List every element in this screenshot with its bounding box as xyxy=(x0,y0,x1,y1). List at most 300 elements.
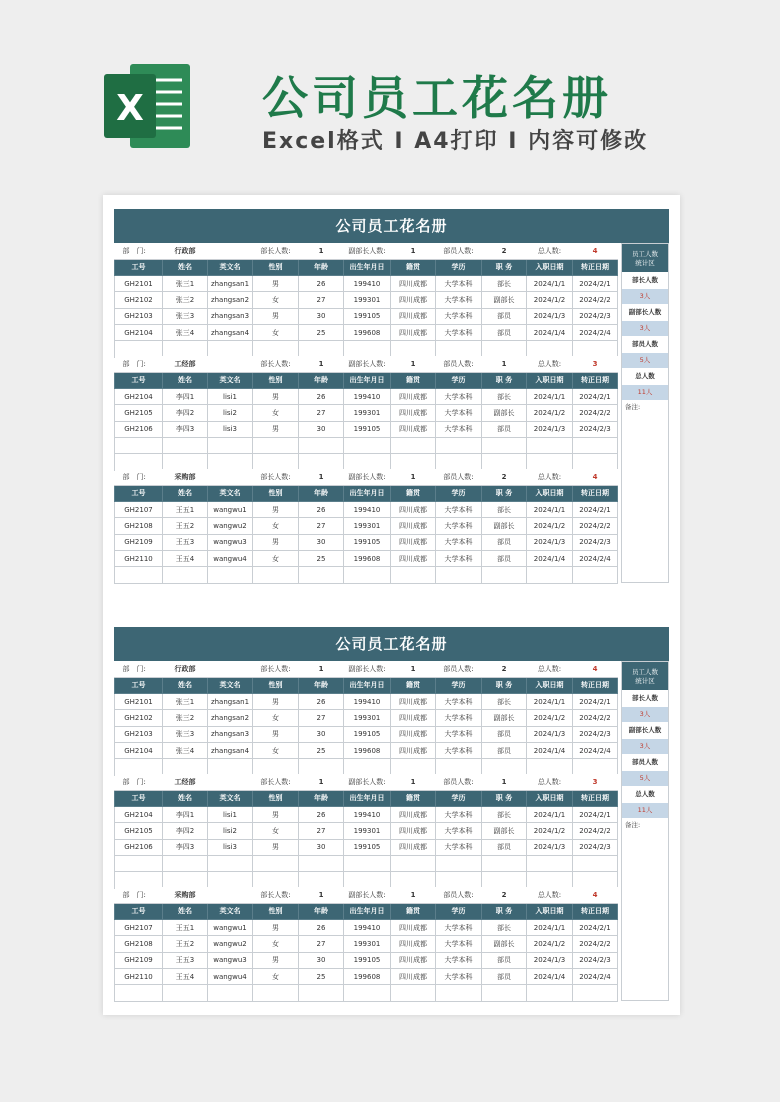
table-cell: lisi3 xyxy=(208,839,253,855)
table-cell: 199105 xyxy=(344,839,391,855)
table-cell: 2024/1/3 xyxy=(527,952,573,968)
table-cell xyxy=(115,872,163,888)
table-cell: 30 xyxy=(299,952,344,968)
table-cell: GH2104 xyxy=(115,389,163,405)
member-count-label: 部员人数: xyxy=(436,661,482,677)
column-header: 工号 xyxy=(115,677,163,693)
table-row xyxy=(115,550,618,566)
table-cell: 2024/2/1 xyxy=(573,389,618,405)
table-cell: 李四3 xyxy=(163,839,208,855)
head-count-value: 1 xyxy=(299,356,344,372)
table-cell xyxy=(115,985,163,1001)
table-cell: 199608 xyxy=(344,968,391,984)
vice-count-label: 副部长人数: xyxy=(344,774,391,790)
table-cell xyxy=(344,759,391,775)
table-cell: 四川成都 xyxy=(391,710,436,726)
table-cell xyxy=(208,437,253,453)
table-cell: 2024/1/4 xyxy=(527,324,573,340)
member-count-label: 部员人数: xyxy=(436,887,482,903)
table-cell: 四川成都 xyxy=(391,952,436,968)
stat-value: 3人 xyxy=(622,321,668,336)
column-header: 姓名 xyxy=(163,903,208,919)
column-header: 年龄 xyxy=(299,790,344,806)
table-cell: GH2102 xyxy=(115,292,163,308)
table-cell: lisi2 xyxy=(208,823,253,839)
table-row xyxy=(115,502,618,518)
table-cell: 副部长 xyxy=(482,710,527,726)
stats-title-line2: 统计区 xyxy=(635,259,655,267)
table-cell: GH2103 xyxy=(115,726,163,742)
table-cell xyxy=(163,454,208,470)
table-cell: 199301 xyxy=(344,405,391,421)
table-cell: 女 xyxy=(253,823,299,839)
table-cell xyxy=(391,437,436,453)
column-header: 出生年月日 xyxy=(344,677,391,693)
department-group xyxy=(114,243,617,358)
column-header: 工号 xyxy=(115,485,163,501)
column-header: 转正日期 xyxy=(573,903,618,919)
table-cell: zhangsan2 xyxy=(208,292,253,308)
table-cell xyxy=(573,437,618,453)
dept-name: 工经部 xyxy=(163,774,208,790)
table-cell: wangwu3 xyxy=(208,534,253,550)
department-group xyxy=(114,887,617,1002)
column-header: 工号 xyxy=(115,790,163,806)
table-cell: 部长 xyxy=(482,807,527,823)
member-count-value: 1 xyxy=(482,774,527,790)
table-cell: 大学本科 xyxy=(436,292,482,308)
table-cell: 2024/2/4 xyxy=(573,324,618,340)
employee-table xyxy=(114,243,618,358)
column-header: 学历 xyxy=(436,677,482,693)
table-cell: 2024/1/1 xyxy=(527,807,573,823)
stat-value: 3人 xyxy=(622,289,668,304)
table-cell xyxy=(527,855,573,871)
table-cell xyxy=(344,454,391,470)
column-header: 姓名 xyxy=(163,677,208,693)
table-cell xyxy=(482,454,527,470)
table-cell: GH2104 xyxy=(115,324,163,340)
table-cell: 30 xyxy=(299,839,344,855)
table-cell: 2024/2/4 xyxy=(573,550,618,566)
member-count-value: 2 xyxy=(482,887,527,903)
table-cell: 30 xyxy=(299,308,344,324)
table-cell xyxy=(299,985,344,1001)
stat-value: 3人 xyxy=(622,739,668,754)
table-cell: 26 xyxy=(299,807,344,823)
table-cell: 部长 xyxy=(482,276,527,292)
table-cell xyxy=(482,759,527,775)
table-cell: 2024/1/3 xyxy=(527,726,573,742)
table-cell: 大学本科 xyxy=(436,421,482,437)
blank-row xyxy=(115,437,618,453)
column-header: 姓名 xyxy=(163,372,208,388)
table-cell xyxy=(391,341,436,357)
table-cell: 大学本科 xyxy=(436,694,482,710)
table-cell xyxy=(391,855,436,871)
department-info-row xyxy=(115,243,618,259)
department-group xyxy=(114,469,617,584)
table-cell: 李四1 xyxy=(163,807,208,823)
table-cell: 男 xyxy=(253,807,299,823)
member-count-label: 部员人数: xyxy=(436,469,482,485)
spacer xyxy=(208,243,253,259)
column-header: 出生年月日 xyxy=(344,372,391,388)
department-info-row xyxy=(115,887,618,903)
table-cell: wangwu1 xyxy=(208,920,253,936)
table-cell: 女 xyxy=(253,292,299,308)
table-cell: 大学本科 xyxy=(436,726,482,742)
table-cell: 大学本科 xyxy=(436,742,482,758)
table-cell: GH2103 xyxy=(115,308,163,324)
table-cell xyxy=(391,454,436,470)
table-cell: 199301 xyxy=(344,936,391,952)
table-cell: 199301 xyxy=(344,292,391,308)
column-header: 年龄 xyxy=(299,372,344,388)
table-cell xyxy=(208,872,253,888)
table-cell: 2024/2/1 xyxy=(573,807,618,823)
total-value: 4 xyxy=(573,661,618,677)
table-cell: 199608 xyxy=(344,550,391,566)
column-header: 工号 xyxy=(115,903,163,919)
column-header: 出生年月日 xyxy=(344,903,391,919)
employee-table xyxy=(114,356,618,471)
table-cell: 2024/2/3 xyxy=(573,308,618,324)
total-label: 总人数: xyxy=(527,774,573,790)
table-cell: 女 xyxy=(253,550,299,566)
table-cell xyxy=(391,567,436,583)
table-cell: 副部长 xyxy=(482,823,527,839)
table-cell xyxy=(253,872,299,888)
head-count-value: 1 xyxy=(299,774,344,790)
column-header: 籍贯 xyxy=(391,485,436,501)
stat-value: 5人 xyxy=(622,353,668,368)
table-cell: GH2105 xyxy=(115,823,163,839)
table-cell xyxy=(436,759,482,775)
table-cell: GH2104 xyxy=(115,807,163,823)
table-cell xyxy=(527,567,573,583)
column-header: 工号 xyxy=(115,259,163,275)
table-cell: 大学本科 xyxy=(436,405,482,421)
table-cell xyxy=(573,872,618,888)
roster-sheet-1 xyxy=(114,209,669,563)
table-cell: 2024/1/3 xyxy=(527,534,573,550)
table-cell: 2024/2/2 xyxy=(573,292,618,308)
table-cell: 2024/2/1 xyxy=(573,502,618,518)
table-cell xyxy=(163,855,208,871)
table-cell: 30 xyxy=(299,534,344,550)
table-cell xyxy=(115,341,163,357)
dept-label: 部 门: xyxy=(115,774,163,790)
column-header: 职 务 xyxy=(482,677,527,693)
table-cell: 李四3 xyxy=(163,421,208,437)
column-header: 学历 xyxy=(436,790,482,806)
table-cell xyxy=(299,341,344,357)
head-count-value: 1 xyxy=(299,661,344,677)
table-row xyxy=(115,968,618,984)
table-cell: 王五4 xyxy=(163,968,208,984)
table-cell: GH2101 xyxy=(115,694,163,710)
table-cell xyxy=(344,567,391,583)
table-cell: 四川成都 xyxy=(391,968,436,984)
table-cell: 四川成都 xyxy=(391,276,436,292)
table-row xyxy=(115,839,618,855)
table-cell: zhangsan1 xyxy=(208,276,253,292)
table-cell: 2024/2/1 xyxy=(573,694,618,710)
stats-note-label: 备注: xyxy=(625,821,641,829)
table-cell xyxy=(344,985,391,1001)
table-cell: 2024/2/2 xyxy=(573,936,618,952)
table-cell: 2024/1/1 xyxy=(527,920,573,936)
table-cell: 四川成都 xyxy=(391,839,436,855)
table-cell: 2024/1/2 xyxy=(527,518,573,534)
table-cell: 部员 xyxy=(482,534,527,550)
table-cell: 副部长 xyxy=(482,518,527,534)
table-cell: GH2106 xyxy=(115,839,163,855)
table-cell xyxy=(115,567,163,583)
column-header: 英文名 xyxy=(208,372,253,388)
table-cell: 2024/1/1 xyxy=(527,502,573,518)
table-cell: 199410 xyxy=(344,920,391,936)
table-row xyxy=(115,823,618,839)
table-cell: GH2101 xyxy=(115,276,163,292)
blank-row xyxy=(115,567,618,583)
dept-name: 采购部 xyxy=(163,887,208,903)
table-row xyxy=(115,936,618,952)
stat-label: 部长人数 xyxy=(622,272,668,289)
table-cell xyxy=(391,759,436,775)
column-header-row xyxy=(115,677,618,693)
stats-panel xyxy=(621,243,669,583)
table-cell xyxy=(436,567,482,583)
table-cell: 27 xyxy=(299,823,344,839)
column-header: 性别 xyxy=(253,485,299,501)
blank-row xyxy=(115,872,618,888)
column-header: 姓名 xyxy=(163,790,208,806)
dept-name: 行政部 xyxy=(163,243,208,259)
page-title: 公司员工花名册 xyxy=(262,71,612,125)
table-cell: 四川成都 xyxy=(391,292,436,308)
table-cell: 199301 xyxy=(344,823,391,839)
column-header: 出生年月日 xyxy=(344,259,391,275)
stats-panel xyxy=(621,661,669,1001)
table-cell xyxy=(208,567,253,583)
table-cell: zhangsan4 xyxy=(208,324,253,340)
column-header: 籍贯 xyxy=(391,903,436,919)
table-cell xyxy=(299,872,344,888)
stats-title-line2: 统计区 xyxy=(635,677,655,685)
table-cell xyxy=(299,855,344,871)
table-cell: 部员 xyxy=(482,968,527,984)
column-header: 转正日期 xyxy=(573,790,618,806)
table-cell: GH2106 xyxy=(115,421,163,437)
column-header: 学历 xyxy=(436,259,482,275)
table-cell xyxy=(527,759,573,775)
table-cell: wangwu2 xyxy=(208,936,253,952)
stats-header xyxy=(622,662,668,690)
dept-label: 部 门: xyxy=(115,661,163,677)
column-header: 性别 xyxy=(253,790,299,806)
spacer xyxy=(208,887,253,903)
table-cell: 副部长 xyxy=(482,405,527,421)
table-row xyxy=(115,276,618,292)
table-cell: 张三1 xyxy=(163,276,208,292)
total-label: 总人数: xyxy=(527,469,573,485)
table-cell: 30 xyxy=(299,421,344,437)
table-cell: 2024/1/1 xyxy=(527,694,573,710)
dept-name: 行政部 xyxy=(163,661,208,677)
table-cell: GH2105 xyxy=(115,405,163,421)
stat-value: 5人 xyxy=(622,771,668,786)
stats-header xyxy=(622,244,668,272)
table-cell: 199608 xyxy=(344,742,391,758)
table-cell: 张三4 xyxy=(163,742,208,758)
table-cell: 2024/2/2 xyxy=(573,518,618,534)
table-cell: 25 xyxy=(299,742,344,758)
department-info-row xyxy=(115,469,618,485)
table-cell xyxy=(163,872,208,888)
table-row xyxy=(115,308,618,324)
table-cell: GH2108 xyxy=(115,518,163,534)
column-header: 英文名 xyxy=(208,903,253,919)
table-cell: 2024/2/4 xyxy=(573,968,618,984)
table-cell: zhangsan4 xyxy=(208,742,253,758)
page-subtitle: Excel格式 I A4打印 I 内容可修改 xyxy=(262,129,649,154)
stat-value: 11人 xyxy=(622,803,668,818)
column-header: 入职日期 xyxy=(527,677,573,693)
table-cell: 30 xyxy=(299,726,344,742)
table-cell: 男 xyxy=(253,421,299,437)
table-cell: 四川成都 xyxy=(391,389,436,405)
table-cell: 部长 xyxy=(482,389,527,405)
total-value: 4 xyxy=(573,469,618,485)
table-cell: wangwu4 xyxy=(208,968,253,984)
column-header: 籍贯 xyxy=(391,372,436,388)
table-cell: 大学本科 xyxy=(436,502,482,518)
table-cell: 26 xyxy=(299,389,344,405)
table-cell: 部员 xyxy=(482,952,527,968)
table-cell: wangwu2 xyxy=(208,518,253,534)
table-cell: 男 xyxy=(253,952,299,968)
stat-label: 副部长人数 xyxy=(622,722,668,739)
table-cell: 四川成都 xyxy=(391,405,436,421)
employee-table xyxy=(114,887,618,1002)
head-count-label: 部长人数: xyxy=(253,243,299,259)
column-header: 年龄 xyxy=(299,259,344,275)
table-cell: 四川成都 xyxy=(391,726,436,742)
table-cell: 199105 xyxy=(344,308,391,324)
table-cell xyxy=(436,437,482,453)
column-header-row xyxy=(115,259,618,275)
stat-value: 11人 xyxy=(622,385,668,400)
table-cell: GH2107 xyxy=(115,920,163,936)
table-cell: 王五2 xyxy=(163,936,208,952)
department-info-row xyxy=(115,356,618,372)
table-cell: 27 xyxy=(299,405,344,421)
table-cell: 199608 xyxy=(344,324,391,340)
table-cell: 2024/1/3 xyxy=(527,839,573,855)
table-cell: 女 xyxy=(253,405,299,421)
department-group xyxy=(114,356,617,471)
member-count-label: 部员人数: xyxy=(436,243,482,259)
column-header: 籍贯 xyxy=(391,790,436,806)
table-cell: 副部长 xyxy=(482,936,527,952)
spacer xyxy=(208,774,253,790)
table-cell xyxy=(253,985,299,1001)
table-cell: 27 xyxy=(299,936,344,952)
table-cell: 199410 xyxy=(344,807,391,823)
column-header: 入职日期 xyxy=(527,485,573,501)
vice-count-value: 1 xyxy=(391,887,436,903)
table-cell: GH2104 xyxy=(115,742,163,758)
table-cell: 部员 xyxy=(482,726,527,742)
table-cell xyxy=(391,985,436,1001)
column-header: 性别 xyxy=(253,259,299,275)
table-cell: 部长 xyxy=(482,502,527,518)
table-cell: 大学本科 xyxy=(436,920,482,936)
table-cell: 四川成都 xyxy=(391,308,436,324)
table-cell xyxy=(115,437,163,453)
column-header: 性别 xyxy=(253,903,299,919)
hero-header xyxy=(0,0,780,190)
table-cell: 大学本科 xyxy=(436,308,482,324)
roster-sheet-2 xyxy=(114,627,669,981)
table-cell xyxy=(482,872,527,888)
column-header: 工号 xyxy=(115,372,163,388)
table-cell: 部员 xyxy=(482,324,527,340)
table-cell xyxy=(115,454,163,470)
column-header: 英文名 xyxy=(208,677,253,693)
table-cell: 张三3 xyxy=(163,308,208,324)
table-cell: lisi1 xyxy=(208,389,253,405)
column-header: 英文名 xyxy=(208,485,253,501)
table-cell xyxy=(163,985,208,1001)
table-row xyxy=(115,952,618,968)
table-cell: 大学本科 xyxy=(436,968,482,984)
table-cell: 199105 xyxy=(344,726,391,742)
column-header: 年龄 xyxy=(299,677,344,693)
table-cell: 2024/2/3 xyxy=(573,839,618,855)
table-cell: GH2109 xyxy=(115,534,163,550)
head-count-value: 1 xyxy=(299,243,344,259)
vice-count-label: 副部长人数: xyxy=(344,469,391,485)
blank-row xyxy=(115,855,618,871)
table-cell xyxy=(527,872,573,888)
table-cell: 四川成都 xyxy=(391,421,436,437)
table-row xyxy=(115,807,618,823)
table-cell: 2024/2/4 xyxy=(573,742,618,758)
table-cell: 2024/2/2 xyxy=(573,405,618,421)
table-cell: 王五4 xyxy=(163,550,208,566)
table-cell xyxy=(208,341,253,357)
table-cell: 男 xyxy=(253,276,299,292)
column-header: 职 务 xyxy=(482,903,527,919)
table-row xyxy=(115,694,618,710)
table-cell xyxy=(436,985,482,1001)
table-cell: 部员 xyxy=(482,421,527,437)
table-cell: 李四2 xyxy=(163,823,208,839)
table-cell xyxy=(208,985,253,1001)
table-cell xyxy=(299,759,344,775)
dept-label: 部 门: xyxy=(115,356,163,372)
table-cell: 大学本科 xyxy=(436,807,482,823)
table-cell xyxy=(253,567,299,583)
table-cell: 大学本科 xyxy=(436,952,482,968)
table-cell: 27 xyxy=(299,292,344,308)
stat-label: 部员人数 xyxy=(622,754,668,771)
table-row xyxy=(115,324,618,340)
table-cell: zhangsan1 xyxy=(208,694,253,710)
